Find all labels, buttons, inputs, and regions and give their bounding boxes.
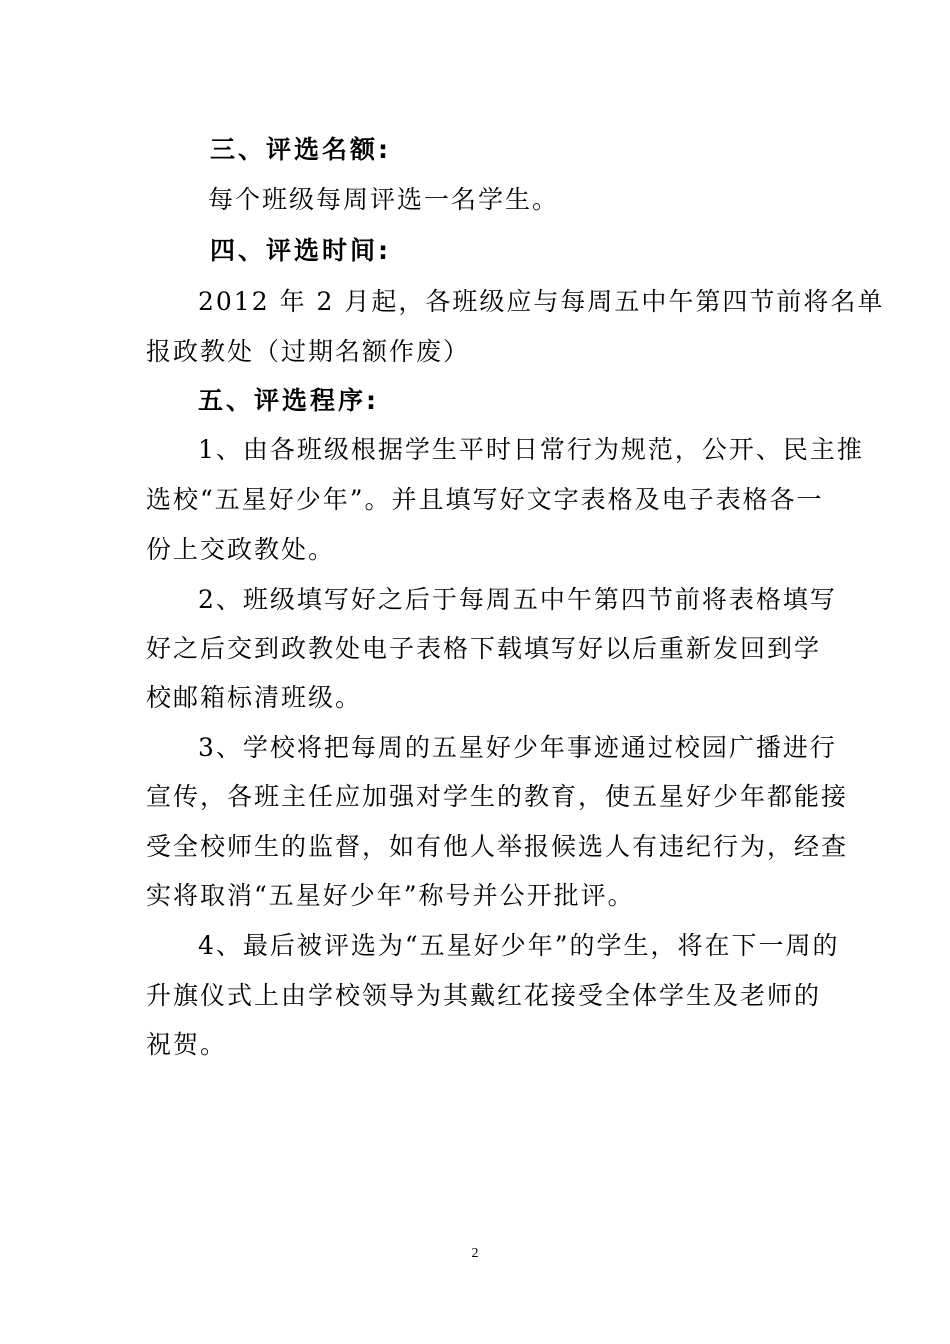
section-4-line-1: 2012 年 2 月起，各班级应与每周五中午第四节前将名单	[198, 287, 885, 316]
section-4-line-2: 报政教处（过期名额作废）	[146, 337, 471, 366]
item-4-line-3: 祝贺。	[146, 1030, 228, 1059]
page-number: 2	[471, 1246, 479, 1261]
item-1-line-1: 1、由各班级根据学生平时日常行为规范，公开、民主推	[198, 435, 864, 464]
item-4-line-2: 升旗仪式上由学校领导为其戴红花接受全体学生及老师的	[146, 981, 822, 1010]
item-1-line-2: 选校“五星好少年”。并且填写好文字表格及电子表格各一	[146, 485, 824, 514]
section-3-line-1: 每个班级每周评选一名学生。	[208, 185, 560, 214]
item-2-line-1: 2、班级填写好之后于每周五中午第四节前将表格填写	[198, 585, 837, 614]
item-3-line-3: 受全校师生的监督，如有他人举报候选人有违纪行为，经查	[146, 832, 849, 861]
section-5-heading: 五、评选程序:	[198, 386, 379, 415]
item-2-line-3: 校邮箱标清班级。	[146, 683, 363, 712]
item-2-line-2: 好之后交到政教处电子表格下载填写好以后重新发回到学	[146, 634, 822, 663]
item-3-line-2: 宣传，各班主任应加强对学生的教育，使五星好少年都能接	[146, 782, 849, 811]
item-3-line-1: 3、学校将把每周的五星好少年事迹通过校园广播进行	[198, 733, 837, 762]
section-4-heading: 四、评选时间:	[210, 236, 391, 265]
item-1-line-3: 份上交政教处。	[146, 535, 336, 564]
item-3-line-4: 实将取消“五星好少年”称号并公开批评。	[146, 881, 635, 910]
section-3-heading: 三、评选名额:	[210, 135, 391, 164]
item-4-line-1: 4、最后被评选为“五星好少年”的学生，将在下一周的	[198, 931, 840, 960]
